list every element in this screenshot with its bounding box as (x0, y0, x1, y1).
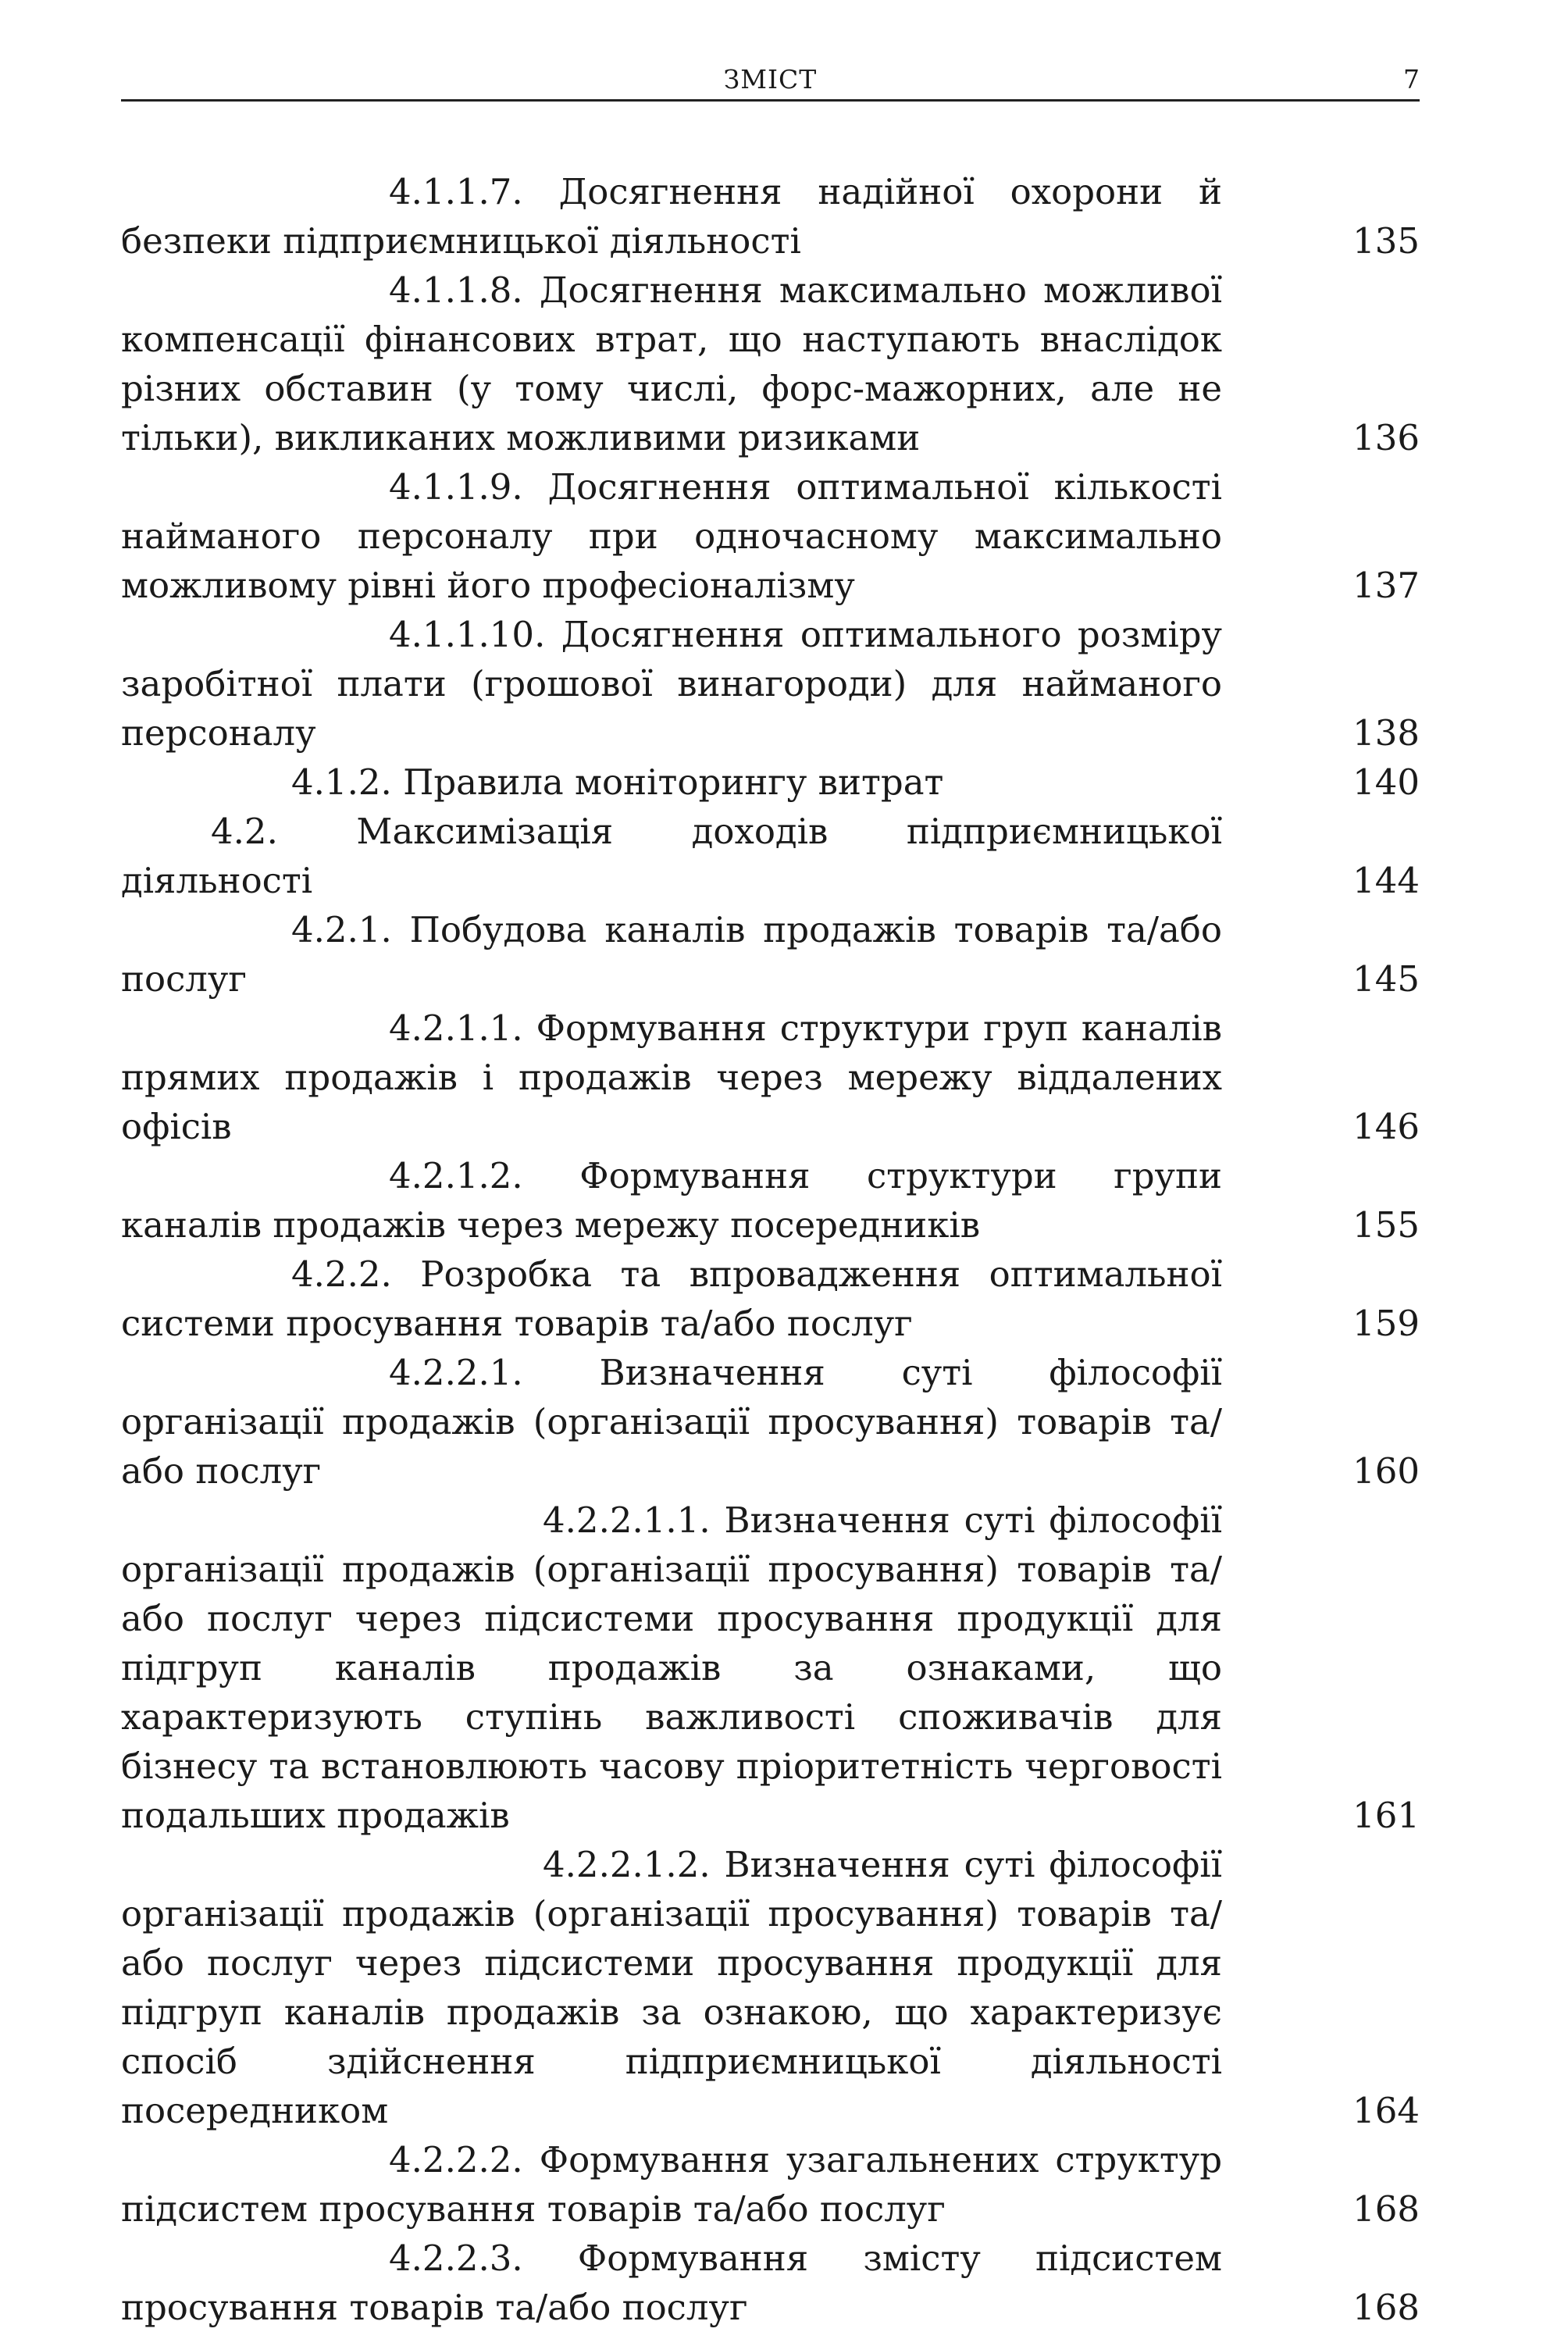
toc-entry-title: Побудова каналів продажів товарів та/або послуг (121, 909, 1222, 1000)
toc-entry (121, 610, 1420, 758)
toc-entry-number: 4.2.2.1.1. (543, 1499, 711, 1541)
toc-entry-text (121, 462, 1222, 610)
toc-entry (121, 1496, 1420, 1840)
toc-entry (121, 1250, 1420, 1348)
toc-entry-title: Максимізація доходів підприємницької діяльності (121, 811, 1222, 901)
toc-entry-title: Розробка та впровадження оптимальної системи просування товарів та/або послуг (121, 1253, 1222, 1344)
toc-entry-number: 4.2.2.2. (389, 2139, 523, 2180)
toc-entry-title: Формування змісту підсистем просування товарів та/або послуг (121, 2238, 1222, 2328)
toc-entry (121, 1348, 1420, 1496)
toc-entry-page: 161 (1352, 1795, 1420, 1836)
toc-entry-title: Визначення суті філософії організації продажів (організації просування) товарів та/або послуг через підсистеми просування продукції для підгруп каналів продажів за ознакою, що характеризує спосіб здійснення підприємницької діяльності посередником (121, 1844, 1222, 2131)
toc-entry-number: 4.2.2.3. (389, 2238, 523, 2279)
toc-entry-text (121, 1250, 1222, 1348)
toc-entry-number: 4.2.2.1. (389, 1352, 523, 1393)
toc-entry-page: 144 (1352, 860, 1420, 901)
toc-entry-number: 4.2. (211, 811, 278, 852)
toc-entry-text (121, 1496, 1222, 1840)
toc-entry-text (121, 1348, 1222, 1496)
toc-entry-page: 164 (1352, 2090, 1420, 2131)
toc-entry-number: 4.2.2.1.2. (543, 1844, 711, 1885)
toc-entry-page: 138 (1352, 712, 1420, 754)
running-head-page-number: 7 (1403, 64, 1420, 94)
toc-entry-page: 146 (1352, 1106, 1420, 1147)
toc-entry-text (121, 807, 1222, 905)
toc-entry-title: Досягнення максимально можливої компенсації фінансових втрат, що наступають внаслідок різних обставин (у тому числі, форс-мажорних, але не тільки), викликаних можливими ризиками (121, 269, 1222, 458)
toc-entry-number: 4.1.1.8. (389, 269, 523, 311)
toc-entry-text (121, 167, 1222, 266)
toc-entry (121, 266, 1420, 462)
toc-entry-number: 4.1.1.10. (389, 614, 546, 655)
toc-entry-page: 160 (1352, 1450, 1420, 1492)
toc-entry-title: Формування структури груп каналів прямих продажів і продажів через мережу віддалених офісів (121, 1007, 1222, 1147)
toc-entry-page: 159 (1352, 1303, 1420, 1344)
toc-entry-title: Правила моніторингу витрат (403, 761, 944, 803)
toc-entry-page: 137 (1352, 565, 1420, 606)
toc-entry-number: 4.2.1.2. (389, 1155, 523, 1196)
toc-entry-title: Досягнення оптимальної кількості найманого персоналу при одночасному максимально можливому рівні його професіоналізму (121, 466, 1222, 606)
toc-entry-page: 168 (1352, 2287, 1420, 2328)
toc-entry-title: Визначення суті філософії організації продажів (організації просування) товарів та/або послуг через підсистеми просування продукції для підгруп каналів продажів за ознаками, що характеризують ступінь важливості споживачів для бізнесу та встановлюють часову пріоритетність черговості подальших продажів (121, 1499, 1222, 1836)
toc-entry-number: 4.2.1. (291, 909, 392, 950)
running-head-title: ЗМІСТ (723, 64, 818, 94)
toc-entry-page: 145 (1352, 958, 1420, 1000)
toc-entry-page: 136 (1352, 417, 1420, 458)
toc-entry-text (121, 2135, 1222, 2234)
running-head (121, 61, 1420, 102)
toc-entry-title: Формування узагальнених структур підсистем просування товарів та/або послуг (121, 2139, 1223, 2230)
toc-entry-text (121, 266, 1222, 462)
toc-entry (121, 1004, 1420, 1151)
toc-entry-text (121, 610, 1222, 758)
toc-entry-text (121, 905, 1222, 1004)
toc-entry (121, 462, 1420, 610)
toc-entry-number: 4.2.2. (291, 1253, 392, 1295)
toc-entry-page: 155 (1352, 1204, 1420, 1246)
toc-entry-title: Досягнення надійної охорони й безпеки підприємницької діяльності (121, 171, 1222, 262)
toc-entry (121, 1840, 1420, 2135)
toc-entry-title: Формування структури групи каналів продажів через мережу посередників (121, 1155, 1222, 1246)
table-of-contents (121, 167, 1420, 2332)
toc-entry (121, 807, 1420, 905)
toc-entry-number: 4.1.2. (291, 761, 392, 803)
toc-entry-text (121, 1151, 1222, 1250)
toc-entry-title: Досягнення оптимального розміру заробітної плати (грошової винагороди) для найманого персоналу (121, 614, 1222, 754)
toc-entry-number: 4.2.1.1. (389, 1007, 523, 1049)
toc-entry-number: 4.1.1.7. (389, 171, 523, 212)
toc-entry-text (121, 2234, 1222, 2332)
toc-entry-page: 140 (1352, 761, 1420, 803)
toc-entry-text (121, 1840, 1222, 2135)
toc-entry-number: 4.1.1.9. (389, 466, 523, 508)
toc-entry-page: 135 (1352, 220, 1420, 262)
toc-entry-page: 168 (1352, 2188, 1420, 2230)
toc-entry (121, 905, 1420, 1004)
toc-entry-text (121, 1004, 1222, 1151)
toc-entry-title: Визначення суті філософії організації продажів (організації просування) товарів та/або послуг (121, 1352, 1222, 1492)
toc-entry (121, 758, 1420, 807)
toc-entry (121, 2135, 1420, 2234)
toc-entry (121, 1151, 1420, 1250)
toc-entry (121, 2234, 1420, 2332)
toc-entry-text (121, 758, 1222, 807)
toc-entry (121, 167, 1420, 266)
